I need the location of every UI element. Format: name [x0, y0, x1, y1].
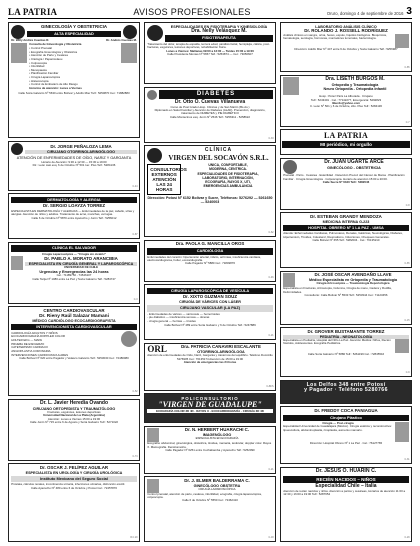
doctor-name: Dr. Rieny Raúl Salazar Mamani — [39, 313, 109, 319]
ad-address: Dirección: Potosí Nº 6152 Bolívar y Sucre, Teléfonos: 5276292 — 5261650 — 5240003 — [147, 196, 273, 205]
doctor-role: CIRUGÍA DE VÁRICES CON LÁSER — [179, 300, 241, 305]
clinic-name: CLÍNICA EL SALVADOR — [11, 245, 137, 251]
ad-code: C-3 — [133, 298, 138, 301]
doctor-name: Dr. ROLANDO J. ROSSELL RODRÍGUEZ — [304, 27, 388, 33]
service-line: • Cirugía Laparoscópica — [29, 75, 60, 80]
ad-title: GINECOLOGÍA Y OBSTETRICIA — [40, 24, 108, 30]
ad-address: Calle 6 de Octubre Nº 5870 entre Ayacucho y Junín Telf.: 5256012 — [31, 215, 117, 220]
ad-address: Calle Bolívar Nº 489 entre Soria Galvarro y 6 de Octubre Telf.: 5247889 — [164, 322, 256, 327]
column-center — [144, 22, 276, 542]
clinic-seal-icon — [123, 25, 137, 39]
ad-hours: Horario de Atención: 9:30 a 12:30 — 15:30 a 19:00 — [41, 159, 107, 164]
ad-code: C-29 — [404, 537, 410, 540]
ad-code: C-9 — [405, 372, 410, 375]
ad-text: ATENCIÓN DE ENFERMEDADES DE OÍDO, NARIZ Y GARGANTA — [16, 156, 132, 161]
ad-address: Dirección: Adolfo Mier Nº 447 entre 6 de Octubre y Soria Galvarro Telf.: 5256987 — [294, 46, 398, 51]
newspaper-logo: LA PATRIA — [8, 6, 58, 17]
doctor-photo — [11, 43, 27, 63]
ad-text: Tratamiento del dolor, terapia de espalda, tercera edad, parálisis facial, hemiplejia, ciática, post-fracturas, esguinces, lesiones deportivas, rehabilitación física. — [147, 41, 270, 50]
ad-text: Atención de enfermedades de Oído, Nariz, Garganta y trastornos del equilibrio. Teléfono Domicilio 5276905 Cel.: 76135174 Atención de 15:00 a 19:00 — [147, 353, 273, 361]
service-line: CARDIOLOGÍA ADULTOS Y NIÑOS — [11, 330, 58, 335]
ad-orthopedics-avendano — [280, 271, 412, 325]
ad-gynecology — [8, 22, 140, 138]
clinic-name: ESPECIALIDADES EN FISIOTERAPIA Y KINESIOLOGÍA — [170, 24, 268, 29]
ad-text: Diplomado en Salud Familiar y Atención de Diabetes (ALAD). Prevención, diagnóstico, tratamiento de DIABETES y PIE DIABÉTICO — [154, 108, 266, 116]
service-line: • Control Prenatal — [29, 46, 52, 51]
ad-title: LABORATORIO ANÁLISIS CLÍNICO — [315, 24, 377, 29]
ad-title: CENTRO CARDIOVASCULAR — [43, 307, 105, 313]
doctor-photo — [283, 77, 299, 95]
ad-code: C-21 — [268, 335, 274, 338]
ad-address: Calle Ayacucho Nº 480 entre 6 de Octubre y Potosí Cel.: 72457870 — [30, 485, 117, 490]
emergency-hours: Urgencias y Emergencias las 24 horas — [39, 270, 109, 275]
newspaper-tagline: MI periódico, mi orgullo — [282, 141, 410, 148]
ad-text: Prenatal · Parto · Cesárea · Esterilidad · Detección Precoz del Cáncer de Mama · Planificación Familiar · Cirugía Ginecológica · Colposcopía. Horario de atención 15:00 a 20:00. — [283, 173, 405, 181]
doctor-photo — [11, 256, 23, 270]
ad-hours: Lunes a Viernes: Mañanas 09:00 a 12:00 — Tardes 15:00 a 19:00 — [166, 48, 254, 53]
clinic-seal-icon — [147, 25, 163, 41]
doctor-role: Médico Especialista en Ortopedia y Traumatología — [308, 278, 398, 283]
ad-dermatology — [8, 193, 140, 239]
ad-text: Hosp.: Pérez Paris La Alborada · Cirujano — [319, 94, 373, 99]
ad-pediatrics-bustamante — [280, 327, 412, 377]
doctor-name: Dra. PAOLA G. MANCILLA OROS — [175, 241, 245, 247]
ad-code: R.C.20 — [130, 537, 138, 540]
ad-specialty-bar: Cirujano Plástico — [283, 415, 409, 421]
service-line: EMERGENCIAS AMBULANCIA — [203, 184, 253, 189]
column-right — [280, 22, 412, 542]
ad-code: C-87 — [132, 234, 138, 237]
orl-badge: ORL — [147, 344, 167, 355]
ad-address: Calle Bolívar Nº 655 Telf.: 5282004 · Cel.: 76135210 — [312, 237, 380, 242]
ad-policonsultorio-guadalupe — [144, 393, 276, 423]
ad-text: Enfermedades del corazón: hipertensión arterial, infarto, arritmias, insuficiencia cardiaca, electrocardiograma, holter, ecocardiografía. — [147, 254, 261, 262]
service-line: • Control de Embarazo de Alto Riesgo — [29, 82, 78, 87]
ad-tagline: Cirugía Artroscópica — Traumatología Deportológica — [316, 281, 390, 286]
service-line: • Citología / Papanicolaou — [29, 56, 63, 61]
doctor-photo — [147, 428, 159, 442]
service-line: • Planificación Familiar — [29, 71, 59, 76]
ad-code: C-21 — [268, 468, 274, 471]
doctor-name: Dr. L. Javier Heredia Ovando — [39, 400, 109, 407]
service-line: Horarios de atención: Lunes a Viernes — [29, 85, 82, 90]
ad-code: C-44 — [132, 185, 138, 188]
doctor-name: Dr. J. ELMER BALDERRAMA C. — [184, 477, 250, 483]
ad-address: Dirección: Hospital Obrero Nº 1 La Paz · Cel.: 76127765 — [309, 441, 383, 446]
ad-address: Calle Montecinos esq. Junín Nº 2546 Telf.: 5256311 - 5258622 — [169, 114, 250, 119]
doctor-name: Dr. JOSÉ OSCAR AVENDAÑO LLAVE — [314, 272, 392, 278]
ad-text: Especialista en Pediatría, Hospital del Niño La Paz. Atención Médica: Niños, Recién Nacidos, Adolescentes. Ecografía Pediátrica. — [283, 337, 391, 346]
doctor-role: OTORRINOLARINGÓLOGA — [197, 350, 245, 355]
ad-code: C-74 — [132, 455, 138, 458]
doctor-role: Curso de Post Grado Hosp. Clínicas y de San Martín (Bs.As.) — [170, 104, 250, 109]
service-line: LABORATORIO, INTERNACIÓN, — [202, 175, 254, 180]
ad-code: C-15 — [404, 319, 410, 322]
doctor-name: Dr. Willy Andrés Cuentas R. — [11, 37, 50, 42]
clinic-prefix: POLICONSULTORIO — [181, 396, 239, 401]
ad-address: Consultorio: Calle Bolívar Nº 5533 Telf.: 5253344 Cel.: 71123456 — [304, 292, 388, 297]
doctor-name: Dr. Otto O. Cuevas Villanueva — [174, 99, 246, 106]
service-line: • Ecografía Ginecológica y Obstétrica — [29, 49, 78, 54]
ad-code: C-33 — [268, 137, 274, 140]
doctor-name: Dr. Andrés Cuentas M. — [106, 37, 137, 42]
baby-icon — [283, 160, 297, 174]
ad-address: Calle 6 de Octubre Nº 5550 Cel.: 72462410 — [182, 498, 238, 503]
child-photo — [395, 339, 409, 353]
ad-gynecology-balderrama — [144, 476, 276, 542]
ad-code: C-62 — [268, 232, 274, 235]
doctor-name: Dra. LISETH BURGOS M. — [325, 76, 385, 83]
service-line: - cirugía general — hernias — tiroides — [147, 318, 196, 323]
service-line: ECOCARDIOGRAFÍA DOPPLER COLOR — [11, 334, 65, 339]
service-line: CATETERISMO CARDIACO — [11, 345, 48, 350]
ad-subtitle: ALTA ESPECIALIDAD — [27, 31, 121, 37]
doctor-name: Dr. JUAN UGARTE ARCE — [324, 159, 384, 166]
doctor-photo — [121, 43, 137, 63]
ad-specialty-bar: RECIÉN NACIDOS – NIÑOS — [283, 476, 409, 483]
doctor-role: CIRUJANO ORTOPEDISTA Y TRAUMATÓLOGO — [32, 406, 116, 411]
doctor-role: GINECÓLOGO OBSTETRA — [193, 483, 241, 488]
doctor-name: Dr. PABLO A. MORATO ARANCIBIA — [44, 255, 118, 261]
services-bar: ECOGRAFÍA COLOR 3D 4D · RAYOS X · ECOCARDIOGRAFÍA · CIRUGÍA 3D 4D — [147, 409, 273, 413]
service-line: ECOGRAFÍA, RAYOS X, UTI, — [205, 179, 251, 184]
ad-text: Atiende: Enfermedades Cardíacas, Pulmonares, Renales, Gástricas, Neurológicas, Diabetes, Hipertensión, Tiroides, Colesterol, Reumatismo, Infecciones, Chequeos Generales. — [283, 231, 403, 239]
ad-text: Especialidad Universidad de Guadalajara (México). Cirugía estética y reconstructiva: lipoescultura, abdominoplastia, rinoplastia, aumento mamario. — [283, 424, 392, 432]
ad-address: Calle Bolívar Nº 620 entre Pagador y Velasco Galvarro Telf.: 5253030 Cel.: 72480080 — [19, 356, 129, 361]
ad-email: liburdo@yahoo.com — [332, 100, 360, 105]
ad-code: C-46 — [268, 276, 274, 279]
service-line: • Atención de Parto y Cesárea — [29, 53, 68, 58]
emergency-hours: Atención de emergencias las 24 horas — [183, 359, 237, 364]
ad-gynecology-ugarte — [280, 158, 412, 210]
ad-specialty-bar: FISIOTERAPEUTA — [165, 35, 273, 41]
service-line: HOLTER EKG — MAPA — [11, 338, 43, 342]
ad-physiotherapy — [144, 22, 276, 84]
ad-tagline: CIRUGÍA LAPAROSCÓPICA — [198, 486, 236, 491]
service-line: PRUEBA DE ESFUERZO — [11, 341, 45, 346]
doctor-role: Ortopedia y Traumatología — [331, 82, 379, 87]
ad-tagline: Cirugía Laparoscópica — "Cirugía sin cicatriz" — [41, 251, 107, 256]
doctor-role: IMAGENÓLOGO — [202, 433, 232, 438]
service-line: MODERNA, CENTRICA. — [209, 167, 247, 172]
ad-address: Dir.: León casi esq. 6 de Octubre Nº 501 1er. Piso Telf.: 5284136 — [32, 162, 116, 167]
ad-tagline: Fracturas, esguinces, lesiones deportivas — [47, 409, 101, 414]
ad-address: Calle Soria Galvarro Nº 5630 entre Bolívar y Adolfo Mier Telf.: 5250870 Cel.: 71882883 — [18, 90, 130, 95]
heart-icon — [121, 331, 137, 347]
ad-code: C-7 — [405, 121, 410, 124]
ad-code: C-8 — [405, 204, 410, 207]
service-line: • Histeroscopia — [29, 78, 49, 83]
ad-laboratory-rossell — [280, 22, 412, 72]
institution-bar: Instituto Mexicano del Seguro Social — [11, 476, 137, 482]
service-line: ESPECIALIDADES DE FISIOTERAPIA, — [197, 171, 259, 176]
ad-specialty-bar: CARDIÓLOGA — [147, 248, 273, 254]
ad-code: C-18 — [268, 537, 274, 540]
clinic-seal-icon — [11, 25, 25, 39]
ad-plastic-surgery-coca — [280, 406, 412, 464]
ad-code: C-84/S — [266, 385, 274, 388]
ad-imaging-huarachi — [144, 426, 276, 474]
service-line: UNICA, CONFORTABLE, — [208, 163, 248, 168]
ad-text: ESPECIALISTA EN DERMATOLOGÍA Y ALERGIAS — Enfermedades de la piel, cabello, uñas y alergias. Atención de niños y adultos. Tratamiento de acné, manchas, verrugas. — [11, 209, 135, 217]
hours-badge: CONSULTORIOS EXTERNOS ATENCIÓN LAS 24 HORAS — [147, 164, 181, 195]
service-line: • Colposcopia — [29, 60, 47, 65]
ad-code: C-85 — [404, 67, 410, 70]
doctor-name: Dr. GROVER BUSTAMANTE TORREZ — [307, 328, 385, 334]
ad-tagline: Neuro Ortopedia - Ortopedia Infantil — [323, 86, 387, 91]
ads-columns — [8, 22, 412, 542]
section-title: AVISOS PROFESIONALES — [133, 6, 251, 17]
ad-internal-medicine-grandy — [280, 212, 412, 268]
service-line: • Menopausia — [29, 67, 47, 72]
institution-bar: HOSPITAL OBRERO Nº 1 LA PAZ - UMSA — [283, 225, 409, 231]
clinic-name: "VIRGEN DE GUADALUPE" — [158, 400, 262, 410]
ad-orthopedics-heredia — [8, 399, 140, 461]
clinic-prefix: CLÍNICA — [204, 147, 233, 154]
doctor-name: Dr. JESÚS O. HUARÍN C. — [315, 468, 377, 475]
ad-specialty-bar: CIRUGÍA LAPAROSCÓPICA DE VESÍCULA — [147, 288, 273, 294]
page-header — [8, 4, 412, 19]
ad-address: Calle Tarija Nº 1080 entre La Paz y Soria Galvarro Telf.: 5284747 — [32, 276, 116, 281]
ad-vascular-guzman — [144, 284, 276, 340]
ad-address: Calle Junín Nº 715 entre 6 de Agosto y Soria Galvarro Telf.: 5271022 — [29, 419, 119, 424]
ad-text: Análisis clínicos en sangre, orina, heces, esputo, líquidos biológicos. Bioquímica, hematología, serología, hormonas, marcadores tumorales, bacteriología. — [283, 32, 387, 41]
doctor-name: Dra. Nelly Velásquez M. — [191, 27, 247, 34]
ad-address: Calle Presidente Montes Nº 5657 Telf.: 5253874 — Cel.: 73056607 — [167, 51, 253, 56]
notice-line: Los Delfos 348 entre Potosí — [306, 381, 386, 388]
ad-dark-notice — [280, 380, 412, 404]
notice-line: y Pagador · Teléfono 5280766 — [304, 387, 388, 394]
doctor-name: Dr. XIXTO GUZMAN SOUZ — [182, 294, 238, 300]
newspaper-logo: LA PATRIA — [324, 131, 368, 140]
ad-text: Ecografía: abdominal, ginecológica, obstétrica, tiroidea, mamaria, testicular, doppler color. Rayos X. Mamografía. Densitometría. — [147, 441, 272, 449]
date-text: Oruro, domingo 4 de septiembre de 2016 — [326, 11, 404, 17]
ad-urology — [8, 463, 140, 542]
clinic-seal-icon — [147, 148, 162, 163]
ad-specialty-bar: DERMATOLOGÍA Y ALERGIA — [11, 197, 137, 203]
university: UNIVERSIDAD DE CHILE — [63, 264, 99, 269]
doctor-photo — [283, 273, 295, 287]
ad-address: Calle Pagador Nº 5880 Cel.: 71849876 — [185, 261, 235, 266]
ad-diabetes — [144, 87, 276, 143]
ad-phone: Cel.: 71189750 - 74546107 — [56, 273, 92, 278]
ad-text: Próstata, cálculos renales, incontinencia urinaria, infecciones urinarias, disfunción eréctil. — [11, 482, 126, 487]
doctor-name: Dr. ESTEBAN GRANDY MENDOZA — [310, 213, 382, 219]
ad-cardiology-mancilla — [144, 240, 276, 282]
ad-code: C-31 — [404, 459, 410, 462]
model-photo — [395, 422, 409, 442]
doctor-role: Especialidad Chile – Italia — [315, 483, 377, 490]
doctor-photo — [147, 479, 159, 493]
ad-text: Especialista en Fracturas, Artroscopia, Columna, Cirugía de mano, Cadera y Rodilla, Deformidades. — [283, 286, 392, 294]
doctor-role: GINECÓLOGO - OBSTETRICIA — [327, 165, 381, 170]
doctor-role: CIRUJANO OTORRINOLARINGÓLOGO — [25, 150, 137, 154]
ad-clinic-socavon — [144, 145, 276, 237]
ear-icon — [11, 143, 23, 155]
drop-icon — [147, 90, 157, 100]
service-line: Consulta de Ginecología y Obstetricia — [29, 42, 82, 47]
doctor-name: Dr. FREDDY COCA PANIAGUA — [314, 407, 378, 413]
ad-pediatrics-huarin — [280, 467, 412, 543]
doctor-role: ESPECIALISTA EN UROLOGÍA Y CIRUGÍA UROLÓGICA — [25, 470, 123, 475]
doctor-name: Dr. OSCAR J. FELÍPEZ AGUILAR — [39, 464, 109, 470]
ad-address: Calle Soria Galvarro Nº 5880 Telf.: 5261199 Cel.: 72845516 — [307, 351, 385, 356]
dateline — [327, 6, 412, 18]
ad-specialty-bar: CIRUJANO VASCULAR (LA PAZ) — [147, 305, 273, 311]
doctor-role: MÉDICO CARDIÓLOGO ECOCARDIOGRAFISTA — [32, 318, 116, 323]
column-left — [8, 22, 140, 542]
ad-surgery-salvador — [8, 242, 140, 304]
university: Universidad Nacional de La Plata (Argentina) — [43, 413, 105, 418]
doctor-name: Dra. PATRICIA CANAVIRI ESCALANTE — [181, 344, 261, 350]
ad-orthopedics-burgos — [280, 75, 412, 127]
service-line: - pie diabético — insuficiencia venosa — úlceras — [147, 315, 210, 320]
doctor-role: PEDIATRÍA - NEONATOLOGÍA — [283, 335, 409, 339]
page-number: 3 — [406, 5, 412, 17]
ad-hours: Atención: Lunes a Viernes 15:00 a 19:00 — [47, 416, 101, 421]
ad-otorrino-penaloza — [8, 141, 140, 191]
ad-specialty-bar: INTERVENCIONISTA CARDIOVASCULAR — [11, 324, 137, 330]
doctor-role: ESPECIALISTA EN CIRUGÍA GENERAL Y LAPAROSCÓPICA — [25, 262, 137, 266]
service-line: INTERVENCIONES CARDIOVASCULARES — [11, 352, 69, 357]
ad-address: Calle Pagador Nº 6251 entre Cochabamba y Ayacucho Telf.: 5252090 — [165, 447, 255, 452]
ad-otorrino-canaviri — [144, 343, 276, 391]
microscope-icon — [395, 34, 409, 48]
ad-address: Calle Sucre Nº 6340 Telf.: 5282046 — [322, 179, 370, 184]
ad-code: C-52 — [132, 391, 138, 394]
doctor-name: Dr. JORGE PEÑALOZA LEMA — [50, 143, 112, 149]
service-line: - Enfermedades de várices — varicocele — hemorroides — [147, 311, 220, 316]
doctor-role: MEDICINA INTERNA G-223 — [322, 219, 370, 224]
ad-cardiovascular-center — [8, 306, 140, 396]
ad-tagline: Cirugía — Post-cirugía — [322, 421, 354, 426]
doctor-name: Dr. N. HERBERT HUARACHI C. — [184, 427, 250, 433]
ad-code: C-65 — [404, 263, 410, 266]
clinic-name: VIRGEN DEL SOCAVÓN S.R.L. — [168, 154, 269, 163]
ad-text: Control prenatal, atención de parto, cesárea, infertilidad, ecografía, cirugía laparoscópica, colposcopía. — [147, 491, 262, 500]
ad-text: Atención de recién nacidos y niños. Atención a partos y cesáreas, Horarios de atención 11:00 a 12:30 y 16:00 a 19:00 Telf.: 5287654 — [283, 489, 406, 497]
service-line: ANGIOPLASTIA CORONARIA — [11, 348, 51, 353]
service-line: • Infertilidad — [29, 64, 45, 69]
ad-la-patria-banner — [280, 129, 412, 155]
ad-tagline: ESPECIALISTA EN ECOGRAFÍA — [195, 436, 239, 441]
ad-phone: Telf.: 5243401 · Cel.: 77142277, Emergencia: 5292823 — [310, 97, 382, 102]
doctor-name: Dr. SERGIO LOAYZA TORREZ — [42, 203, 106, 209]
ad-address: C. León Nº 501 y 6 de Octubre, 2do. Piso Telf.: 5284136 — [309, 104, 383, 109]
ad-specialty-bar: DIABETES — [159, 90, 273, 99]
